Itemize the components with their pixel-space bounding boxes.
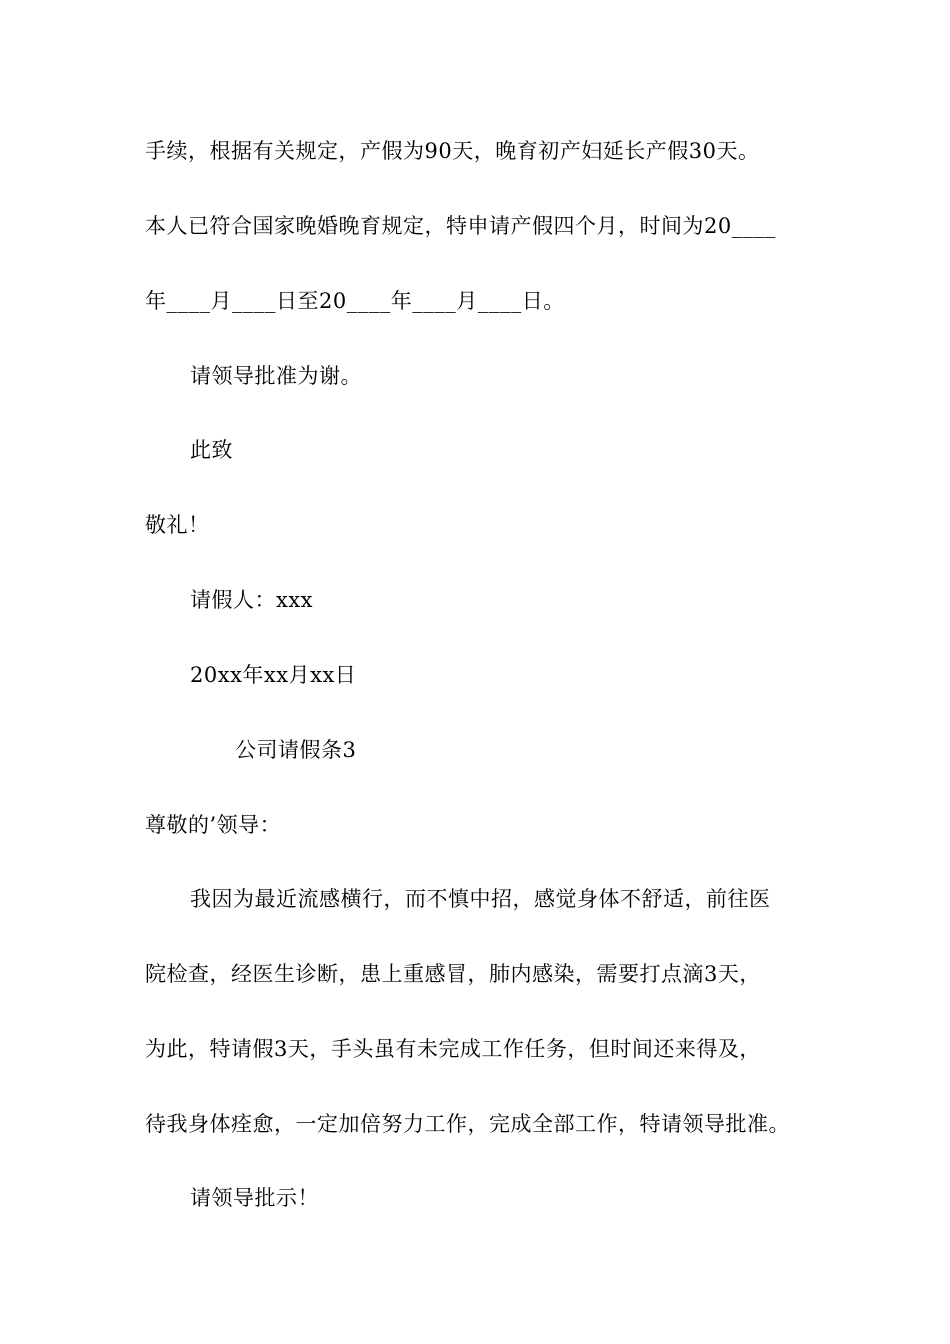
paragraph-line: 院检查，经医生诊断，患上重感冒，肺内感染，需要打点滴3天， xyxy=(145,962,761,986)
greeting: 尊敬的’领导： xyxy=(145,813,282,837)
closing-line: 请领导批示！ xyxy=(190,1186,319,1210)
paragraph-line: 手续，根据有关规定，产假为90天，晚育初产妇延长产假30天。 xyxy=(145,139,760,163)
paragraph-line: 本人已符合国家晚婚晚育规定，特申请产假四个月，时间为20____ xyxy=(145,214,776,238)
paragraph-line: 我因为最近流感横行，而不慎中招，感觉身体不舒适，前往医 xyxy=(190,887,771,911)
date-line: 20xx年xx月xx日 xyxy=(190,663,357,687)
section-title: 公司请假条3 xyxy=(235,738,357,762)
paragraph-line: 年____月____日至20____年____月____日。 xyxy=(145,289,565,313)
applicant-signature: 请假人：xxx xyxy=(190,588,314,612)
closing-request: 请领导批准为谢。 xyxy=(190,364,362,388)
salutation-jingli: 敬礼！ xyxy=(145,513,210,537)
paragraph-line: 待我身体痊愈，一定加倍努力工作，完成全部工作，特请领导批准。 xyxy=(145,1112,790,1136)
paragraph-line: 为此，特请假3天，手头虽有未完成工作任务，但时间还来得及， xyxy=(145,1037,761,1061)
salutation-cizhi: 此致 xyxy=(190,438,233,462)
